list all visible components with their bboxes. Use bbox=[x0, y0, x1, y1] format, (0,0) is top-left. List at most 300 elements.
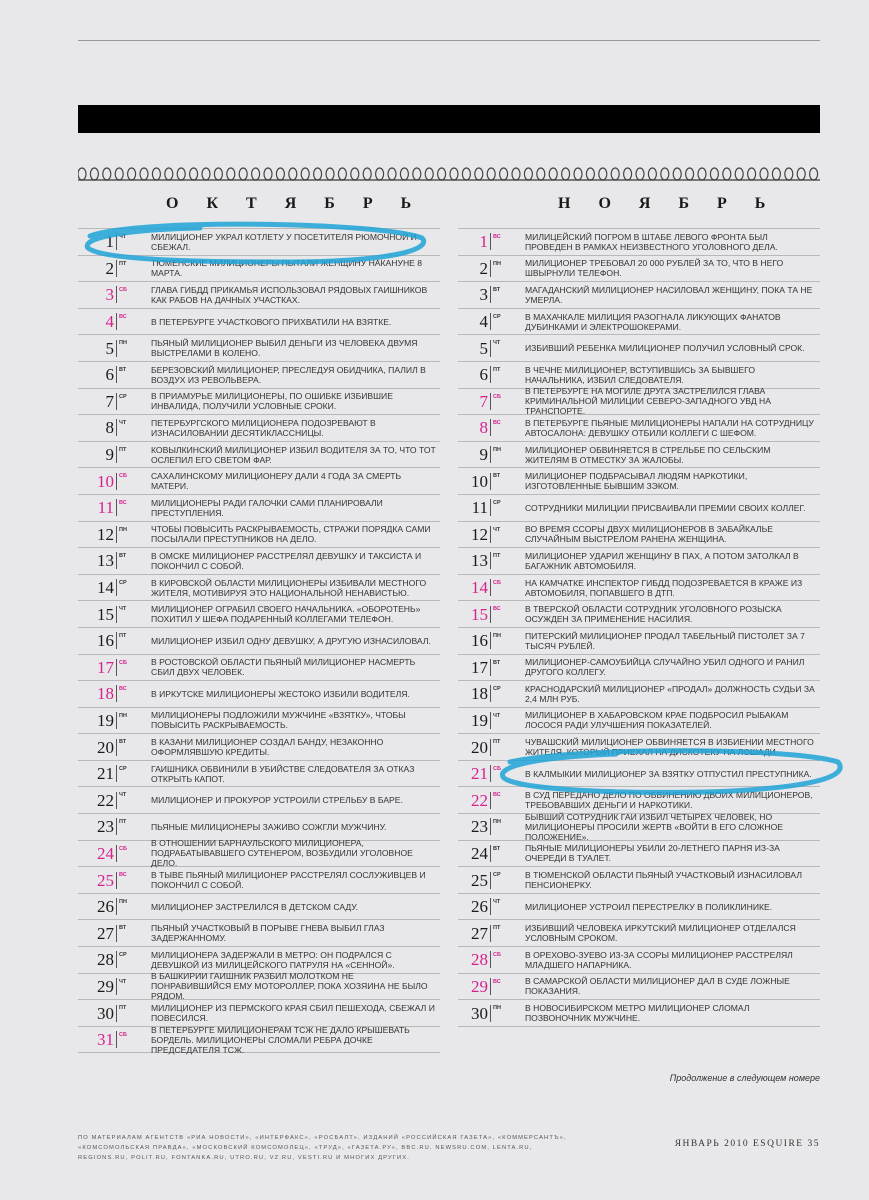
list-item bbox=[458, 575, 820, 602]
day-of-week: ПН bbox=[119, 340, 127, 347]
news-text: КРАСНОДАРСКИЙ МИЛИЦИОНЕР «ПРОДАЛ» ДОЛЖНОСТЬ СУДЬИ ЗА 2,4 МЛН РУБ. bbox=[525, 683, 815, 704]
header-black-bar bbox=[78, 105, 820, 133]
day-of-week: ЧТ bbox=[493, 898, 501, 905]
day-of-week: ЧТ bbox=[119, 978, 127, 985]
day-separator bbox=[490, 393, 491, 410]
day-number: 31 bbox=[97, 1030, 114, 1050]
news-text: В МАХАЧКАЛЕ МИЛИЦИЯ РАЗОГНАЛА ЛИКУЮЩИХ ФАНАТОВ ДУБИНКАМИ И ЭЛЕКТРОШОКЕРАМИ. bbox=[525, 311, 781, 332]
sources-credits: ПО МАТЕРИАЛАМ АГЕНТСТВ «РИА НОВОСТИ», «ИНТЕРФАКС», «РОСБАЛТ», ИЗДАНИЙ «РОССИЙСКАЯ ГАЗЕТА», «КОММЕРСАНТЪ», «КОМСОМОЛЬСКАЯ ПРАВДА», «МОСКОВСКИЙ КОМСОМОЛЕЦ», «ТРУД», «ГАЗЕТА.РУ», BBC.RU, NEWSRU.COM, LENTA.RU, REGIONS.RU, POLIT.RU, FONTANKA.RU, UTRO.RU, VZ.RU, VESTI.RU И МНОГИХ ДРУГИХ. bbox=[78, 1135, 567, 1161]
day-of-week: ПТ bbox=[493, 366, 501, 373]
day-number: 30 bbox=[97, 1003, 114, 1023]
day-of-week: ВС bbox=[119, 872, 127, 879]
news-text: МИЛИЦИОНЕР В ХАБАРОВСКОМ КРАЕ ПОДБРОСИЛ РЫБАКАМ ЛОСОСЯ РАДИ УЛУЧШЕНИЯ ПОКАЗАТЕЛЕЙ. bbox=[525, 710, 789, 731]
list-item bbox=[458, 811, 820, 842]
day-separator bbox=[116, 818, 117, 835]
day-separator bbox=[116, 739, 117, 756]
list-item bbox=[458, 522, 820, 549]
day-number: 1 bbox=[479, 232, 488, 252]
day-number: 20 bbox=[471, 737, 488, 757]
day-number: 14 bbox=[471, 578, 488, 598]
day-number: 16 bbox=[471, 631, 488, 651]
day-number: 25 bbox=[471, 870, 488, 890]
list-item bbox=[458, 841, 820, 868]
news-text: В ПЕТЕРБУРГЕ УЧАСТКОВОГО ПРИХВАТИЛИ НА ВЗЯТКЕ. bbox=[151, 316, 392, 327]
day-number: 9 bbox=[479, 445, 488, 465]
day-number: 9 bbox=[105, 445, 114, 465]
list-item bbox=[78, 867, 440, 894]
day-separator bbox=[490, 925, 491, 942]
day-number: 18 bbox=[471, 684, 488, 704]
day-separator bbox=[116, 340, 117, 357]
day-separator bbox=[490, 526, 491, 543]
day-separator bbox=[116, 552, 117, 569]
list-item bbox=[78, 442, 440, 469]
page-folio: ЯНВАРЬ 2010 ESQUIRE 35 bbox=[674, 1139, 820, 1149]
day-of-week: СР bbox=[493, 313, 501, 320]
list-item bbox=[78, 309, 440, 336]
list-item bbox=[78, 838, 440, 869]
list-item bbox=[78, 947, 440, 974]
day-of-week: ВТ bbox=[119, 366, 127, 373]
news-text: МИЛИЦИОНЕР ИЗ ПЕРМСКОГО КРАЯ СБИЛ ПЕШЕХОДА, СБЕЖАЛ И ПОВЕСИЛСЯ. bbox=[151, 1003, 435, 1024]
day-of-week: ПН bbox=[493, 632, 501, 639]
day-separator bbox=[116, 925, 117, 942]
day-of-week: ПТ bbox=[493, 925, 501, 932]
day-number: 5 bbox=[105, 338, 114, 358]
day-number: 8 bbox=[479, 418, 488, 438]
day-separator bbox=[116, 419, 117, 436]
news-text: В ТЫВЕ ПЬЯНЫЙ МИЛИЦИОНЕР РАССТРЕЛЯЛ СОСЛУЖИВЦЕВ И ПОКОНЧИЛ С СОБОЙ. bbox=[151, 870, 426, 891]
list-item bbox=[458, 229, 820, 256]
news-text: МИЛИЦИОНЕР ПОДБРАСЫВАЛ ЛЮДЯМ НАРКОТИКИ, ИЗГОТОВЛЕННЫЕ БЫВШИМ ЗЭКОМ. bbox=[525, 471, 748, 492]
day-separator bbox=[490, 978, 491, 995]
list-item bbox=[78, 655, 440, 682]
day-of-week: ВТ bbox=[119, 739, 127, 746]
day-number: 21 bbox=[97, 764, 114, 784]
day-number: 29 bbox=[471, 976, 488, 996]
day-of-week: ВС bbox=[493, 606, 501, 613]
day-of-week: ПН bbox=[119, 526, 127, 533]
news-text: МИЛИЦИОНЕР-САМОУБИЙЦА СЛУЧАЙНО УБИЛ ОДНОГО И РАНИЛ ДРУГОГО КОЛЛЕГУ. bbox=[525, 657, 805, 678]
day-number: 17 bbox=[471, 657, 488, 677]
news-text: КОВЫЛКИНСКИЙ МИЛИЦИОНЕР ИЗБИЛ ВОДИТЕЛЯ ЗА ТО, ЧТО ТОТ ОСЛЕПИЛ ЕГО СВЕТОМ ФАР. bbox=[151, 444, 436, 465]
day-of-week: ВТ bbox=[493, 473, 501, 480]
day-of-week: СБ bbox=[493, 765, 501, 772]
day-separator bbox=[116, 978, 117, 995]
day-separator bbox=[116, 872, 117, 889]
day-number: 5 bbox=[479, 338, 488, 358]
list-item bbox=[78, 814, 440, 841]
list-item bbox=[78, 708, 440, 735]
list-item bbox=[78, 415, 440, 442]
news-text: ПЬЯНЫЙ МИЛИЦИОНЕР ВЫБИЛ ДЕНЬГИ ИЗ ЧЕЛОВЕКА ДВУМЯ ВЫСТРЕЛАМИ В КОЛЕНО. bbox=[151, 338, 418, 359]
list-item bbox=[458, 362, 820, 389]
day-number: 11 bbox=[471, 498, 488, 518]
list-item bbox=[78, 734, 440, 761]
day-of-week: ВС bbox=[119, 499, 127, 506]
news-text: В КАЛМЫКИИ МИЛИЦИОНЕР ЗА ВЗЯТКУ ОТПУСТИЛ ПРЕСТУПНИКА. bbox=[525, 768, 812, 779]
day-separator bbox=[490, 260, 491, 277]
news-text: МИЛИЦИОНЕРЫ РАДИ ГАЛОЧКИ САМИ ПЛАНИРОВАЛИ ПРЕСТУПЛЕНИЯ. bbox=[151, 497, 383, 518]
day-number: 26 bbox=[97, 897, 114, 917]
news-text: ЧТОБЫ ПОВЫСИТЬ РАСКРЫВАЕМОСТЬ, СТРАЖИ ПОРЯДКА САМИ ПОСЫЛАЛИ ПРЕСТУПНИКОВ НА ДЕЛО. bbox=[151, 524, 431, 545]
news-text: В СУД ПЕРЕДАНО ДЕЛО ПО ОБВИНЕНИЮ ДВОИХ МИЛИЦИОНЕРОВ, ТРЕБОВАВШИХ ДЕНЬГИ И НАРКОТИКИ. bbox=[525, 790, 813, 811]
day-separator bbox=[116, 792, 117, 809]
news-text: МИЛИЦИОНЕРА ЗАДЕРЖАЛИ В МЕТРО: ОН ПОДРАЛСЯ С ДЕВУШКОЙ ИЗ МИЛИЦЕЙСКОГО ПАТРУЛЯ НА «СЕННОЙ». bbox=[151, 949, 395, 970]
day-separator bbox=[490, 499, 491, 516]
day-of-week: ВС bbox=[119, 313, 127, 320]
day-of-week: СР bbox=[493, 872, 501, 879]
day-separator bbox=[490, 606, 491, 623]
day-of-week: СР bbox=[119, 765, 127, 772]
day-separator bbox=[116, 632, 117, 649]
day-number: 6 bbox=[105, 365, 114, 385]
list-item bbox=[458, 761, 820, 788]
day-number: 10 bbox=[471, 471, 488, 491]
day-separator bbox=[116, 526, 117, 543]
list-item bbox=[458, 974, 820, 1001]
day-of-week: ПТ bbox=[119, 260, 127, 267]
day-of-week: СР bbox=[493, 686, 501, 693]
day-separator bbox=[490, 792, 491, 809]
day-of-week: ЧТ bbox=[493, 526, 501, 533]
day-number: 2 bbox=[479, 258, 488, 278]
day-of-week: ЧТ bbox=[119, 420, 127, 427]
list-item bbox=[458, 442, 820, 469]
news-text: МИЛИЦИОНЕР УКРАЛ КОТЛЕТУ У ПОСЕТИТЕЛЯ РЮМОЧНОЙ И СБЕЖАЛ. bbox=[151, 231, 417, 252]
news-text: В ПЕТЕРБУРГЕ ПЬЯНЫЕ МИЛИЦИОНЕРЫ НАПАЛИ НА СОТРУДНИЦУ АВТОСАЛОНА: ДЕВУШКУ ОТБИЛИ КОЛЛЕГИ С ШЕФОМ. bbox=[525, 417, 814, 438]
list-item bbox=[78, 575, 440, 602]
news-text: САХАЛИНСКОМУ МИЛИЦИОНЕРУ ДАЛИ 4 ГОДА ЗА СМЕРТЬ МАТЕРИ. bbox=[151, 471, 402, 492]
day-number: 3 bbox=[479, 285, 488, 305]
day-separator bbox=[490, 1005, 491, 1022]
day-separator bbox=[490, 739, 491, 756]
list-item bbox=[78, 1000, 440, 1027]
day-number: 8 bbox=[105, 418, 114, 438]
day-of-week: СР bbox=[119, 579, 127, 586]
list-item bbox=[458, 734, 820, 761]
list-item bbox=[78, 920, 440, 947]
day-separator bbox=[116, 233, 117, 250]
day-number: 7 bbox=[105, 391, 114, 411]
day-of-week: ПН bbox=[493, 819, 501, 826]
list-item bbox=[78, 389, 440, 416]
day-separator bbox=[116, 898, 117, 915]
day-of-week: ЧТ bbox=[493, 340, 501, 347]
news-text: ПЬЯНЫЙ УЧАСТКОВЫЙ В ПОРЫВЕ ГНЕВА ВЫБИЛ ГЛАЗ ЗАДЕРЖАННОМУ. bbox=[151, 923, 385, 944]
news-text: В ТВЕРСКОЙ ОБЛАСТИ СОТРУДНИК УГОЛОВНОГО РОЗЫСКА ОСУЖДЕН ЗА ПРИМЕНЕНИЕ НАСИЛИЯ. bbox=[525, 604, 782, 625]
news-text: НА КАМЧАТКЕ ИНСПЕКТОР ГИБДД ПОДОЗРЕВАЕТСЯ В КРАЖЕ ИЗ АВТОМОБИЛЯ, ПОПАВШЕГО В ДТП. bbox=[525, 577, 803, 598]
day-of-week: ПН bbox=[493, 260, 501, 267]
continued-note: Продолжение в следующем номере bbox=[669, 1073, 820, 1083]
day-separator bbox=[490, 845, 491, 862]
news-text: В ТЮМЕНСКОЙ ОБЛАСТИ ПЬЯНЫЙ УЧАСТКОВЫЙ ИЗНАСИЛОВАЛ ПЕНСИОНЕРКУ. bbox=[525, 870, 802, 891]
list-item bbox=[458, 920, 820, 947]
news-text: ПЬЯНЫЕ МИЛИЦИОНЕРЫ ЗАЖИВО СОЖГЛИ МУЖЧИНУ. bbox=[151, 821, 387, 832]
day-of-week: ВС bbox=[119, 686, 127, 693]
day-of-week: ВТ bbox=[493, 659, 501, 666]
day-separator bbox=[490, 366, 491, 383]
news-text: ВО ВРЕМЯ ССОРЫ ДВУХ МИЛИЦИОНЕРОВ В ЗАБАЙКАЛЬЕ СЛУЧАЙНЫМ ВЫСТРЕЛОМ РАНЕНА ЖЕНЩИНА. bbox=[525, 524, 773, 545]
day-of-week: СБ bbox=[493, 952, 501, 959]
list-item bbox=[78, 522, 440, 549]
news-text: МИЛИЦИОНЕР ИЗБИЛ ОДНУ ДЕВУШКУ, А ДРУГУЮ ИЗНАСИЛОВАЛ. bbox=[151, 635, 431, 646]
day-number: 20 bbox=[97, 737, 114, 757]
day-of-week: ПН bbox=[493, 446, 501, 453]
day-separator bbox=[490, 659, 491, 676]
day-number: 22 bbox=[97, 790, 114, 810]
day-number: 24 bbox=[471, 843, 488, 863]
news-text: МИЛИЦЕЙСКИЙ ПОГРОМ В ШТАБЕ ЛЕВОГО ФРОНТА БЫЛ ПРОВЕДЕН В РАМКАХ НЕИЗВЕСТНОГО УГОЛОВНОГО ДЕЛА. bbox=[525, 231, 778, 252]
day-number: 4 bbox=[105, 312, 114, 332]
day-separator bbox=[490, 233, 491, 250]
day-separator bbox=[116, 1031, 117, 1048]
news-text: В БАШКИРИИ ГАИШНИК РАЗБИЛ МОЛОТКОМ НЕ ПОНРАВИВШИЙСЯ ЕМУ МОТОРОЛЛЕР, ПОКА ХОЗЯИНА НЕ БЫЛО РЯДОМ. bbox=[151, 971, 428, 1002]
day-separator bbox=[490, 446, 491, 463]
day-separator bbox=[490, 685, 491, 702]
day-separator bbox=[116, 393, 117, 410]
news-text: МИЛИЦИОНЕР ОБВИНЯЕТСЯ В СТРЕЛЬБЕ ПО СЕЛЬСКИМ ЖИТЕЛЯМ В ОТМЕСТКУ ЗА ЖАЛОБЫ. bbox=[525, 444, 771, 465]
day-number: 26 bbox=[471, 897, 488, 917]
day-number: 1 bbox=[105, 232, 114, 252]
day-separator bbox=[490, 951, 491, 968]
news-text: В ОРЕХОВО-ЗУЕВО ИЗ-ЗА ССОРЫ МИЛИЦИОНЕР РАССТРЕЛЯЛ МЛАДШЕГО НАПАРНИКА. bbox=[525, 949, 793, 970]
news-text: В ПЕТЕРБУРГЕ МИЛИЦИОНЕРАМ ТСЖ НЕ ДАЛО КРЫШЕВАТЬ БОРДЕЛЬ. МИЛИЦИОНЕРЫ СЛОМАЛИ РЕБРА ДОЧКЕ ПРЕДСЕДАТЕЛЯ ТСЖ. bbox=[151, 1024, 410, 1055]
november-column bbox=[458, 195, 820, 1027]
october-list bbox=[78, 228, 440, 1053]
day-number: 7 bbox=[479, 391, 488, 411]
news-text: МИЛИЦИОНЕР ЗАСТРЕЛИЛСЯ В ДЕТСКОМ САДУ. bbox=[151, 901, 358, 912]
list-item bbox=[78, 601, 440, 628]
news-text: ПЬЯНЫЕ МИЛИЦИОНЕРЫ УБИЛИ 20-ЛЕТНЕГО ПАРНЯ ИЗ-ЗА ОЧЕРЕДИ В ТУАЛЕТ. bbox=[525, 843, 780, 864]
day-separator bbox=[490, 286, 491, 303]
list-item bbox=[458, 787, 820, 814]
day-of-week: СБ bbox=[119, 1031, 127, 1038]
day-of-week: СР bbox=[119, 952, 127, 959]
day-of-week: ЧТ bbox=[493, 712, 501, 719]
news-text: В ОТНОШЕНИИ БАРНАУЛЬСКОГО МИЛИЦИОНЕРА, ПОДРАБАТЫВАВШЕГО СУТЕНЕРОМ, ВОЗБУДИЛИ УГОЛОВНОЕ ДЕЛО. bbox=[151, 838, 413, 869]
news-text: МИЛИЦИОНЕР УСТРОИЛ ПЕРЕСТРЕЛКУ В ПОЛИКЛИНИКЕ. bbox=[525, 901, 773, 912]
calendar-spiral-binding bbox=[78, 166, 820, 184]
list-item bbox=[78, 894, 440, 921]
day-of-week: СР bbox=[119, 393, 127, 400]
list-item bbox=[78, 681, 440, 708]
day-separator bbox=[490, 419, 491, 436]
list-item bbox=[78, 787, 440, 814]
day-number: 10 bbox=[97, 471, 114, 491]
day-of-week: СР bbox=[493, 499, 501, 506]
list-item bbox=[78, 468, 440, 495]
day-separator bbox=[116, 499, 117, 516]
list-item bbox=[78, 761, 440, 788]
day-separator bbox=[116, 712, 117, 729]
list-item bbox=[78, 229, 440, 256]
news-text: ПИТЕРСКИЙ МИЛИЦИОНЕР ПРОДАЛ ТАБЕЛЬНЫЙ ПИСТОЛЕТ ЗА 7 ТЫСЯЧ РУБЛЕЙ. bbox=[525, 630, 805, 651]
list-item bbox=[458, 655, 820, 682]
news-text: В КИРОВСКОЙ ОБЛАСТИ МИЛИЦИОНЕРЫ ИЗБИВАЛИ МЕСТНОГО ЖИТЕЛЯ, МОТИВИРУЯ ЭТО НАЦИОНАЛЬНОЙ НЕНАВИСТЬЮ. bbox=[151, 577, 427, 598]
list-item bbox=[458, 468, 820, 495]
news-text: В РОСТОВСКОЙ ОБЛАСТИ ПЬЯНЫЙ МИЛИЦИОНЕР НАСМЕРТЬ СБИЛ ДВУХ ЧЕЛОВЕК. bbox=[151, 657, 416, 678]
news-text: ИЗБИВШИЙ РЕБЕНКА МИЛИЦИОНЕР ПОЛУЧИЛ УСЛОВНЫЙ СРОК. bbox=[525, 343, 805, 354]
day-number: 2 bbox=[105, 258, 114, 278]
day-separator bbox=[490, 872, 491, 889]
list-item bbox=[78, 256, 440, 283]
list-item bbox=[78, 971, 440, 1002]
day-of-week: СБ bbox=[493, 579, 501, 586]
day-of-week: ПТ bbox=[119, 819, 127, 826]
day-number: 28 bbox=[471, 950, 488, 970]
day-number: 27 bbox=[471, 923, 488, 943]
day-of-week: ЧТ bbox=[119, 792, 127, 799]
list-item bbox=[78, 282, 440, 309]
day-number: 15 bbox=[97, 604, 114, 624]
day-number: 21 bbox=[471, 764, 488, 784]
day-number: 25 bbox=[97, 870, 114, 890]
day-separator bbox=[116, 845, 117, 862]
list-item bbox=[78, 548, 440, 575]
day-of-week: ПТ bbox=[119, 1005, 127, 1012]
day-of-week: СБ bbox=[119, 845, 127, 852]
day-of-week: ПТ bbox=[493, 553, 501, 560]
day-number: 14 bbox=[97, 578, 114, 598]
day-number: 3 bbox=[105, 285, 114, 305]
november-title: Н О Я Б Р Ь bbox=[558, 195, 778, 212]
list-item bbox=[458, 681, 820, 708]
news-text: МИЛИЦИОНЕР ТРЕБОВАЛ 20 000 РУБЛЕЙ ЗА ТО, ЧТО В НЕГО ШВЫРНУЛИ ТЕЛЕФОН. bbox=[525, 258, 784, 279]
news-text: ГАИШНИКА ОБВИНИЛИ В УБИЙСТВЕ СЛЕДОВАТЕЛЯ ЗА ОТКАЗ ОТКРЫТЬ КАПОТ. bbox=[151, 763, 415, 784]
top-rule bbox=[78, 40, 820, 41]
day-number: 19 bbox=[97, 710, 114, 730]
day-number: 12 bbox=[471, 524, 488, 544]
news-text: В НОВОСИБИРСКОМ МЕТРО МИЛИЦИОНЕР СЛОМАЛ ПОЗВОНОЧНИК МУЖЧИНЕ. bbox=[525, 1003, 750, 1024]
list-item bbox=[458, 415, 820, 442]
list-item bbox=[458, 894, 820, 921]
news-text: ИЗБИВШИЙ ЧЕЛОВЕКА ИРКУТСКИЙ МИЛИЦИОНЕР ОТДЕЛАЛСЯ УСЛОВНЫМ СРОКОМ. bbox=[525, 923, 796, 944]
day-of-week: ВТ bbox=[493, 845, 501, 852]
day-number: 13 bbox=[97, 551, 114, 571]
day-number: 23 bbox=[471, 817, 488, 837]
day-separator bbox=[490, 313, 491, 330]
day-number: 17 bbox=[97, 657, 114, 677]
list-item bbox=[458, 708, 820, 735]
list-item bbox=[458, 495, 820, 522]
november-list bbox=[458, 228, 820, 1027]
day-number: 12 bbox=[97, 524, 114, 544]
day-number: 11 bbox=[97, 498, 114, 518]
day-of-week: СБ bbox=[119, 659, 127, 666]
day-of-week: ЧТ bbox=[119, 234, 127, 240]
day-of-week: СБ bbox=[119, 473, 127, 480]
day-of-week: ПТ bbox=[493, 739, 501, 746]
list-item bbox=[78, 1024, 440, 1055]
day-of-week: ПН bbox=[119, 898, 127, 905]
news-text: ПЕТЕРБУРГСКОГО МИЛИЦИОНЕРА ПОДОЗРЕВАЮТ В ИЗНАСИЛОВАНИИ ДЕСЯТИКЛАССНИЦЫ. bbox=[151, 417, 376, 438]
news-text: В САМАРСКОЙ ОБЛАСТИ МИЛИЦИОНЕР ДАЛ В СУДЕ ЛОЖНЫЕ ПОКАЗАНИЯ. bbox=[525, 976, 790, 997]
day-separator bbox=[116, 286, 117, 303]
day-number: 30 bbox=[471, 1003, 488, 1023]
news-text: ЧУВАШСКИЙ МИЛИЦИОНЕР ОБВИНЯЕТСЯ В ИЗБИЕНИИ МЕСТНОГО ЖИТЕЛЯ, КОТОРЫЙ ПРИЕХАЛ НА ДИСКОТЕКУ НА ЛОШАДИ. bbox=[525, 737, 814, 758]
day-of-week: ВТ bbox=[119, 553, 127, 560]
day-separator bbox=[490, 898, 491, 915]
list-item bbox=[458, 386, 820, 417]
day-number: 16 bbox=[97, 631, 114, 651]
list-item bbox=[458, 282, 820, 309]
list-item bbox=[458, 867, 820, 894]
day-of-week: ВС bbox=[493, 420, 501, 427]
day-separator bbox=[116, 446, 117, 463]
day-separator bbox=[490, 340, 491, 357]
news-text: МАГАДАНСКИЙ МИЛИЦИОНЕР НАСИЛОВАЛ ЖЕНЩИНУ, ПОКА ТА НЕ УМЕРЛА. bbox=[525, 284, 813, 305]
day-separator bbox=[116, 473, 117, 490]
october-column bbox=[78, 195, 440, 1053]
list-item bbox=[458, 601, 820, 628]
list-item bbox=[458, 947, 820, 974]
day-number: 6 bbox=[479, 365, 488, 385]
news-text: БЕРЕЗОВСКИЙ МИЛИЦИОНЕР, ПРЕСЛЕДУЯ ОБИДЧИКА, ПАЛИЛ В ВОЗДУХ ИЗ РЕВОЛЬВЕРА. bbox=[151, 364, 426, 385]
day-of-week: ВТ bbox=[119, 925, 127, 932]
list-item bbox=[458, 309, 820, 336]
news-text: В ПЕТЕРБУРГЕ НА МОГИЛЕ ДРУГА ЗАСТРЕЛИЛСЯ ГЛАВА КРИМИНАЛЬНОЙ МИЛИЦИИ СЕВЕРО-ЗАПАДНОГО УВД НА ТРАНСПОРТЕ. bbox=[525, 386, 771, 417]
news-text: МИЛИЦИОНЕР И ПРОКУРОР УСТРОИЛИ СТРЕЛЬБУ В БАРЕ. bbox=[151, 795, 403, 806]
day-number: 15 bbox=[471, 604, 488, 624]
day-of-week: ВС bbox=[493, 234, 501, 240]
day-number: 19 bbox=[471, 710, 488, 730]
news-text: МИЛИЦИОНЕР ОГРАБИЛ СВОЕГО НАЧАЛЬНИКА. «ОБОРОТЕНЬ» ПОХИТИЛ У ШЕФА ПОДАРЕННЫЙ КОЛЛЕГАМИ ТЕЛЕФОН. bbox=[151, 604, 421, 625]
day-number: 4 bbox=[479, 312, 488, 332]
day-of-week: ЧТ bbox=[119, 606, 127, 613]
day-separator bbox=[116, 579, 117, 596]
october-title: О К Т Я Б Р Ь bbox=[166, 195, 424, 212]
day-separator bbox=[116, 685, 117, 702]
day-separator bbox=[116, 606, 117, 623]
list-item bbox=[78, 628, 440, 655]
day-separator bbox=[116, 765, 117, 782]
day-of-week: ПТ bbox=[119, 632, 127, 639]
news-text: В ПРИАМУРЬЕ МИЛИЦИОНЕРЫ, ПО ОШИБКЕ ИЗБИВШИЕ ИНВАЛИДА, ПОЛУЧИЛИ УСЛОВНЫЕ СРОКИ. bbox=[151, 391, 393, 412]
list-item bbox=[78, 495, 440, 522]
day-number: 24 bbox=[97, 843, 114, 863]
day-separator bbox=[490, 818, 491, 835]
list-item bbox=[458, 1000, 820, 1027]
news-text: БЫВШИЙ СОТРУДНИК ГАИ ИЗБИЛ ЧЕТЫРЕХ ЧЕЛОВЕК, НО МИЛИЦИОНЕРЫ ПРОСИЛИ ЖЕРТВ «ВОЙТИ В ЕГО СЛОЖНОЕ ПОЛОЖЕНИЕ». bbox=[525, 811, 784, 842]
news-text: МИЛИЦИОНЕР УДАРИЛ ЖЕНЩИНУ В ПАХ, А ПОТОМ ЗАТОЛКАЛ В БАГАЖНИК АВТОМОБИЛЯ. bbox=[525, 550, 799, 571]
list-item bbox=[458, 548, 820, 575]
day-number: 29 bbox=[97, 976, 114, 996]
day-separator bbox=[490, 765, 491, 782]
day-separator bbox=[116, 366, 117, 383]
day-number: 13 bbox=[471, 551, 488, 571]
day-separator bbox=[490, 579, 491, 596]
day-separator bbox=[490, 632, 491, 649]
news-text: В КАЗАНИ МИЛИЦИОНЕР СОЗДАЛ БАНДУ, НЕЗАКОННО ОФОРМЛЯВШУЮ КРЕДИТЫ. bbox=[151, 737, 384, 758]
day-separator bbox=[116, 313, 117, 330]
list-item bbox=[458, 628, 820, 655]
list-item bbox=[458, 335, 820, 362]
news-text: В ОМСКЕ МИЛИЦИОНЕР РАССТРЕЛЯЛ ДЕВУШКУ И ТАКСИСТА И ПОКОНЧИЛ С СОБОЙ. bbox=[151, 550, 422, 571]
day-of-week: ПН bbox=[119, 712, 127, 719]
day-of-week: ВС bbox=[493, 978, 501, 985]
day-of-week: ВТ bbox=[493, 287, 501, 294]
news-text: СОТРУДНИКИ МИЛИЦИИ ПРИСВАИВАЛИ ПРЕМИИ СВОИХ КОЛЛЕГ. bbox=[525, 502, 806, 513]
day-separator bbox=[116, 260, 117, 277]
day-number: 27 bbox=[97, 923, 114, 943]
day-separator bbox=[490, 712, 491, 729]
day-of-week: ПТ bbox=[119, 446, 127, 453]
news-text: В ИРКУТСКЕ МИЛИЦИОНЕРЫ ЖЕСТОКО ИЗБИЛИ ВОДИТЕЛЯ. bbox=[151, 688, 410, 699]
day-of-week: СБ bbox=[119, 287, 127, 294]
list-item bbox=[78, 335, 440, 362]
day-of-week: СБ bbox=[493, 393, 501, 400]
